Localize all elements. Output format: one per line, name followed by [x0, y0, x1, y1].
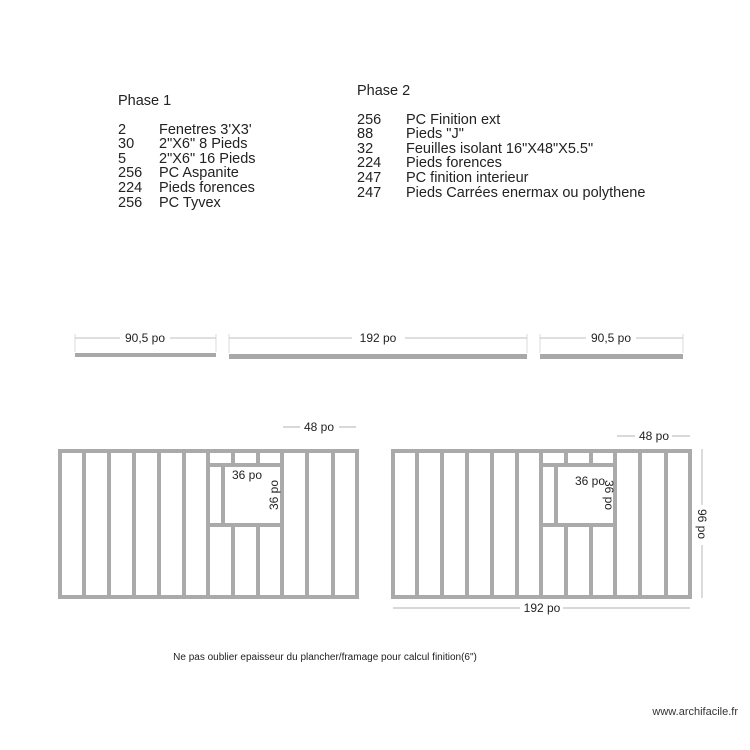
item-label: Fenetres 3'X3' [159, 121, 252, 138]
board-left-dimension: 90,5 po [124, 331, 166, 345]
qty: 247 [357, 184, 382, 201]
item-label: PC Finition ext [406, 111, 501, 128]
qty: 256 [118, 194, 143, 211]
qty: 5 [118, 150, 127, 167]
qty: 88 [357, 126, 374, 143]
item-label: PC Tyvex [159, 194, 221, 211]
item-label: PC Aspanite [159, 165, 239, 182]
note-text: Ne pas oublier epaisseur du plancher/framage pour calcul finition(6") [173, 652, 477, 663]
board-middle[interactable] [229, 331, 527, 359]
qty: 30 [118, 136, 135, 153]
phase2-title: Phase 2 [357, 83, 411, 99]
stud-spacing-dimension: 48 po [638, 429, 670, 443]
board-left[interactable] [75, 331, 216, 357]
qty: 224 [357, 155, 382, 172]
item-label: Pieds forences [159, 179, 255, 196]
item-label: Pieds Carrées enermax ou polythene [406, 184, 646, 201]
watermark: www.archifacile.fr [652, 706, 738, 718]
window-height-dimension: 36 po [602, 479, 616, 511]
wall-width-dimension: 192 po [523, 601, 561, 615]
wall-frame-left[interactable] [60, 451, 357, 597]
window-width-dimension: 36 po [574, 474, 606, 488]
item-label: Feuilles isolant 16"X48"X5.5" [406, 140, 594, 157]
item-label: 2"X6" 8 Pieds [159, 136, 248, 153]
stud-spacing-dimension: 48 po [303, 420, 335, 434]
board-middle-dimension: 192 po [359, 331, 397, 345]
item-label: 2"X6" 16 Pieds [159, 150, 256, 167]
wall-frame-right[interactable] [393, 451, 690, 597]
phase1-title: Phase 1 [118, 93, 172, 109]
qty: 224 [118, 179, 143, 196]
qty: 32 [357, 140, 374, 157]
qty: 2 [118, 121, 127, 138]
item-label: Pieds "J" [406, 126, 464, 143]
item-label: Pieds forences [406, 155, 502, 172]
window-width-dimension: 36 po [231, 468, 263, 482]
qty: 256 [118, 165, 143, 182]
qty: 247 [357, 169, 382, 186]
window-height-dimension: 36 po [267, 479, 281, 511]
board-right-dimension: 90,5 po [590, 331, 632, 345]
wall-height-dimension: 96 po [695, 508, 709, 540]
board-right[interactable] [540, 331, 683, 359]
item-label: PC finition interieur [406, 169, 529, 186]
qty: 256 [357, 111, 382, 128]
